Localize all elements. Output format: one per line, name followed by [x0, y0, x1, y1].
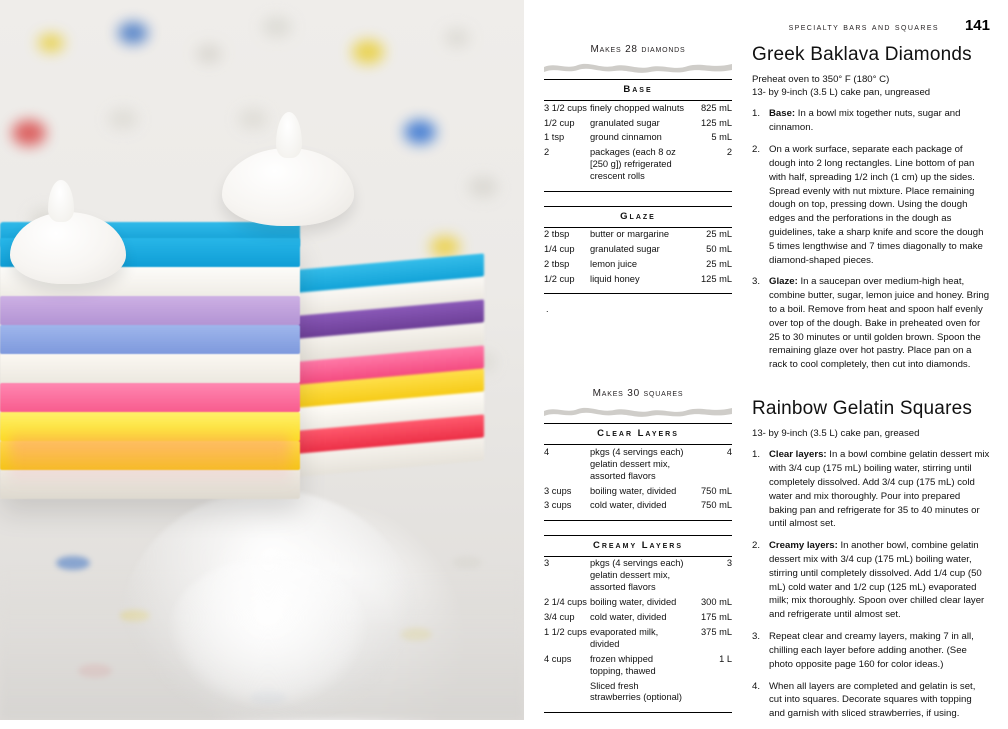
- table-section-header: [544, 424, 732, 445]
- ingredients-block-baklava: [544, 44, 732, 314]
- step-lead: Base:: [769, 108, 796, 120]
- table-row: 1/4 cup granulated sugar 50 mL: [544, 244, 732, 255]
- table-row: 1/2 cup liquid honey 125 mL: [544, 273, 732, 284]
- recipe-rainbow: [752, 398, 990, 721]
- ingredients-column: [544, 44, 732, 713]
- page-header: [544, 17, 990, 34]
- table-row: 3 1/2 cups finely chopped walnuts 825 mL: [544, 102, 732, 113]
- table-row: 2 tbsp lemon juice 25 mL: [544, 258, 732, 269]
- yield-label-2: Makes 30 squares: [592, 388, 684, 400]
- step-text: In a bowl combine gelatin dessert mix with 3/4 cup (175 mL) boiling water, stirring until completely dissolved. Add 3/4 cup (175 mL) cold water and mix thoroughly. Pour into prepared baking pan and refrigerate for 35 to 40 minutes or until almost set.: [769, 449, 990, 530]
- step-text: Repeat clear and creamy layers, making 7 in all, chilling each layer before adding another. (See photo opposite page 160 for color ideas.): [769, 631, 974, 670]
- table-row: 4 cups frozen whipped topping, thawed 1 L: [544, 653, 732, 676]
- step-item: 2. Creamy layers: In another bowl, combine gelatin dessert mix with 3/4 cup (175 mL) boiling water, stirring until completely dissolved. Add 1/4 cup (50 mL) cold water and 1/2 cup (125 mL) evaporated milk; mix thoroughly. Spoon over chilled clear layer and refrigerate until almost set.: [752, 540, 985, 621]
- section-name: Creamy Layers: [544, 535, 732, 556]
- confetti-dot: [118, 22, 148, 44]
- torn-paper-divider: [544, 403, 732, 417]
- confetti-dot: [12, 120, 46, 146]
- pan-note: 13- by 9-inch (3.5 L) cake pan, ungreased: [752, 87, 931, 99]
- ingredients-block-rainbow: [544, 388, 732, 713]
- yield-label-1: Makes 28 diamonds: [590, 44, 686, 55]
- pan-note-1: [752, 73, 990, 99]
- recipe-baklava: [752, 44, 990, 372]
- table-row: 1/2 cup granulated sugar 125 mL: [544, 117, 732, 128]
- step-text: In another bowl, combine gelatin dessert mix with 3/4 cup (175 mL) boiling water, stirring until completely dissolved. Add 1/4 cup (50 mL) cold water and 1/2 cup (125 mL) evaporated milk; mix thoroughly. Spoon over chilled clear layer and refrigerate until almost set.: [769, 540, 985, 621]
- step-lead: Clear layers:: [769, 449, 827, 461]
- torn-paper-divider: [544, 59, 732, 73]
- section-name: Clear Layers: [544, 424, 732, 445]
- step-text: On a work surface, separate each package of dough into 2 long rectangles. Line bottom of pan with half, spreading 1/2 inch (1 cm) up the sides. Spread evenly with nut mixture. Place remaining dough on top, pressing down. Using the dough edges and the perforations in the dough as guidelines, take a sharp knife and score the dough 5 times lengthwise and 7 times diagonally to make diamond-shaped pieces.: [769, 144, 984, 266]
- table-row: 3 pkgs (4 servings each) gelatin dessert mix, assorted flavors 3: [544, 558, 732, 593]
- step-text: When all layers are completed and gelatin is set, cut into squares. Decorate squares with topping and garnish with sliced strawberries, if using.: [769, 680, 976, 720]
- table-row: 4 pkgs (4 servings each) gelatin dessert mix, assorted flavors 4: [544, 446, 732, 481]
- running-head: specialty bars and squares: [788, 22, 939, 33]
- confetti-dot: [468, 176, 498, 198]
- step-item: 2. On a work surface, separate each package of dough into 2 long rectangles. Line bottom of pan with half, spreading 1/2 inch (1 cm) up the sides. Spread evenly with nut mixture. Place remaining dough on top, pressing down. Using the dough edges and the perforations in the dough as guidelines, take a sharp knife and score the dough 5 times lengthwise and 7 times diagonally to make diamond-shaped pieces.: [752, 144, 984, 266]
- table-row: 2 packages (each 8 oz [250 g]) refrigerated crescent rolls 2: [544, 147, 732, 182]
- ingredient-table-creamy-layers: [544, 535, 732, 713]
- step-lead: Glaze:: [769, 276, 798, 288]
- section-name: Base: [544, 80, 732, 101]
- step-item: 4. When all layers are completed and gelatin is set, cut into squares. Decorate squares with topping and garnish with sliced strawberries, if using.: [752, 680, 976, 720]
- confetti-dot: [56, 556, 90, 570]
- steps-list-1: [752, 107, 990, 372]
- confetti-dot: [108, 108, 138, 130]
- page-number: 141: [964, 17, 990, 34]
- step-lead: Creamy layers:: [769, 540, 838, 552]
- ingredient-table-clear-layers: [544, 423, 732, 521]
- ingredient-table-glaze: [544, 206, 732, 295]
- page-dot-mark: .: [546, 304, 549, 315]
- step-item: 1. Clear layers: In a bowl combine gelatin dessert mix with 3/4 cup (175 mL) boiling water, stirring until completely dissolved. Add 3/4 cup (175 mL) cold water and mix thoroughly. Pour into prepared baking pan and refrigerate for 35 to 40 minutes or until almost set.: [752, 449, 990, 530]
- ingredient-table-base: [544, 79, 732, 192]
- step-item: 3. Repeat clear and creamy layers, making 7 in all, chilling each layer before adding another. (See photo opposite page 160 for color ideas.): [752, 631, 974, 670]
- table-row: 1 1/2 cups evaporated milk, divided 375 mL: [544, 626, 732, 649]
- step-item: 3. Glaze: In a saucepan over medium-high heat, combine butter, sugar, lemon juice and honey. Bring to a boil. Remove from heat and spoon half evenly over top of the dough. Bake in preheated oven for 25 to 30 minutes or until golden brown. Spoon the remaining glaze over hot pastry. Place pan on a rack to cool completely, then cut into diamonds.: [752, 276, 990, 371]
- step-text: In a bowl mix together nuts, sugar and cinnamon.: [769, 108, 961, 134]
- table-row: 2 tbsp butter or margarine 25 mL: [544, 229, 732, 240]
- table-section-header: [544, 206, 732, 227]
- pan-note-2: [752, 427, 990, 440]
- confetti-dot: [262, 16, 292, 38]
- table-section-header: [544, 80, 732, 101]
- recipe-text-page: [524, 0, 1008, 720]
- confetti-dot: [38, 34, 64, 52]
- confetti-dot: [452, 556, 482, 569]
- steps-list-2: [752, 448, 990, 721]
- glass-pedestal-highlight: [168, 558, 368, 708]
- confetti-dot: [352, 40, 384, 64]
- table-row: 3 cups boiling water, divided 750 mL: [544, 485, 732, 496]
- table-row: 2 1/4 cups boiling water, divided 300 mL: [544, 597, 732, 608]
- step-item: 1. Base: In a bowl mix together nuts, sugar and cinnamon.: [752, 108, 961, 134]
- table-row: Sliced fresh strawberries (optional): [590, 680, 682, 703]
- gelatin-reflection: [10, 436, 290, 496]
- confetti-dot: [404, 120, 436, 144]
- section-name: Glaze: [544, 206, 732, 227]
- step-text: In a saucepan over medium-high heat, combine butter, sugar, lemon juice and honey. Bring to a boil. Remove from heat and spoon half evenly over top of the dough. Bake in preheated oven for 25 to 30 minutes or until golden brown. Spoon the remaining glaze over hot pastry. Place pan on a rack to cool completely, then cut into diamonds.: [769, 276, 990, 371]
- confetti-dot: [444, 28, 470, 48]
- method-column: [752, 44, 990, 729]
- preheat-note: Preheat oven to 350° F (180° C): [752, 74, 890, 85]
- confetti-dot: [238, 108, 268, 130]
- table-row: 3/4 cup cold water, divided 175 mL: [544, 612, 732, 623]
- table-row: 1 tsp ground cinnamon 5 mL: [544, 132, 732, 143]
- recipe-title-2: Rainbow Gelatin Squares: [752, 398, 973, 420]
- gelatin-stack-back: [288, 253, 484, 477]
- pan-note: 13- by 9-inch (3.5 L) cake pan, greased: [752, 428, 920, 440]
- recipe-title-1: Greek Baklava Diamonds: [752, 44, 972, 65]
- confetti-dot: [196, 44, 222, 64]
- table-section-header: [544, 535, 732, 556]
- confetti-dot: [430, 236, 460, 258]
- table-row: 3 cups cold water, divided 750 mL: [544, 500, 732, 511]
